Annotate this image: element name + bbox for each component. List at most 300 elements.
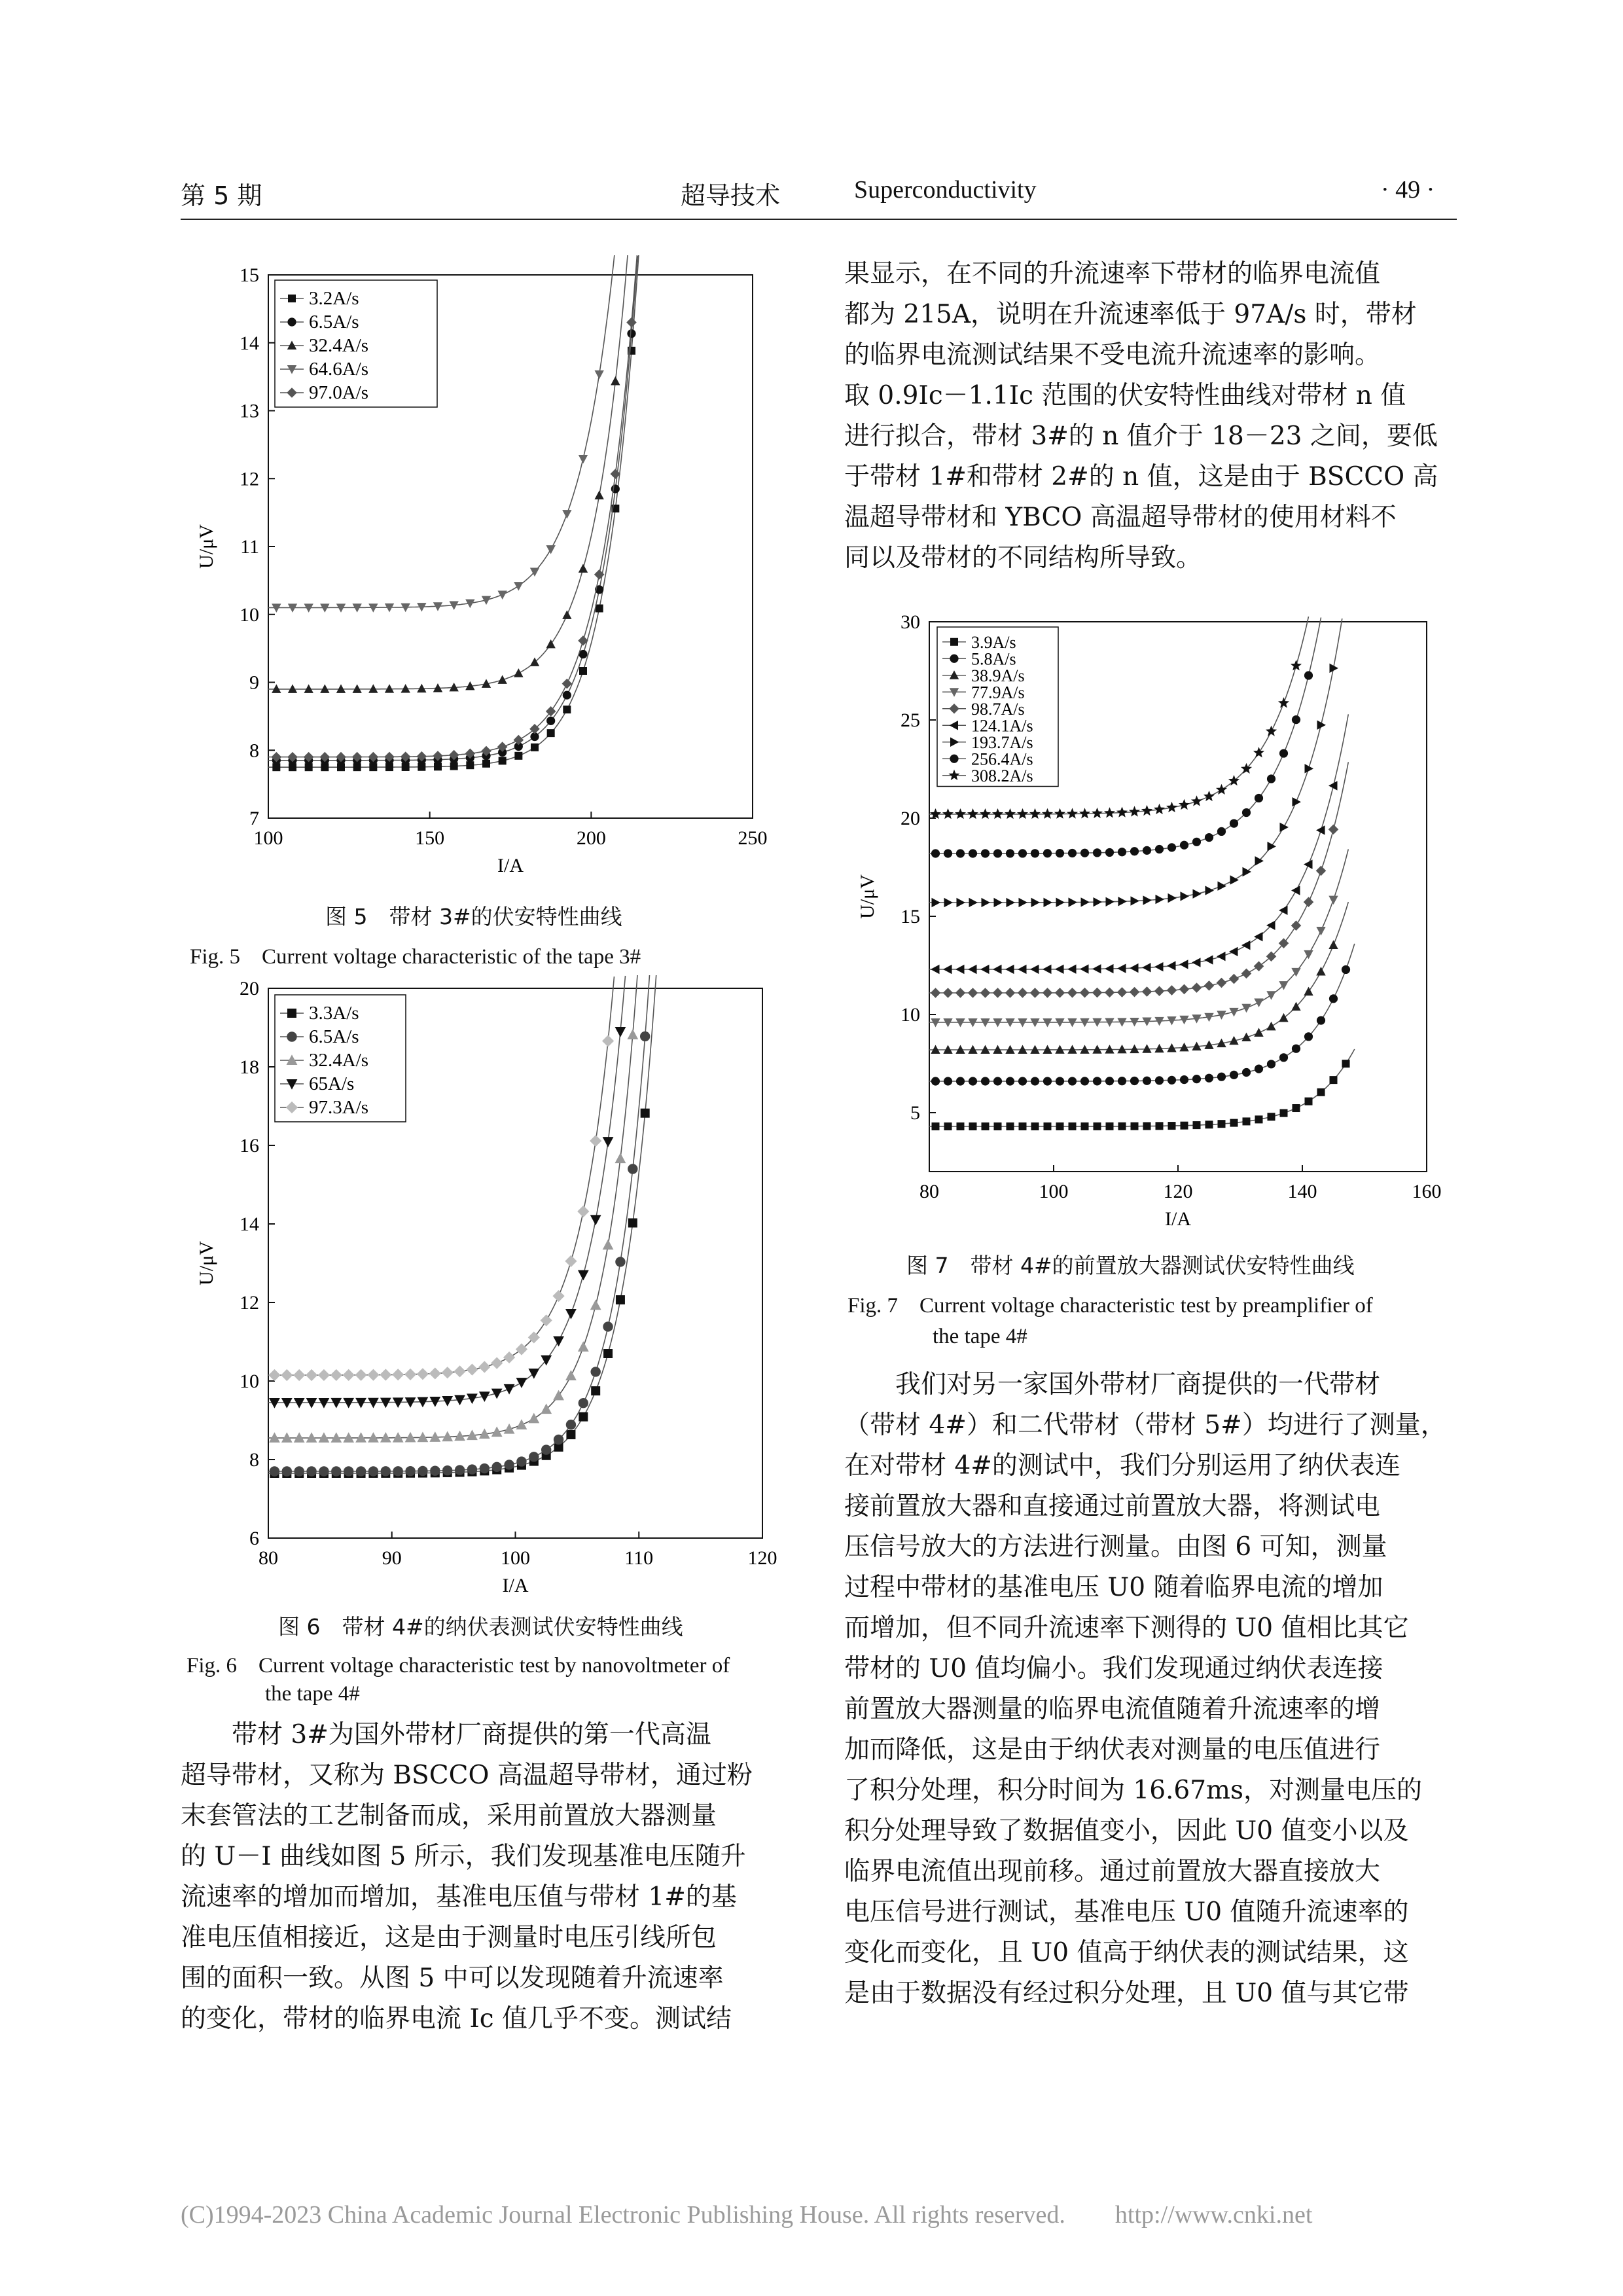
text-line: 而增加，但不同升流速率下测得的 U0 值相比其它 <box>844 1613 1409 1643</box>
figure-5-caption-cn: 图 5 带材 3#的伏安特性曲线 <box>325 904 622 929</box>
marker-triangle-up <box>1279 1013 1288 1022</box>
marker-star <box>1166 802 1177 812</box>
marker-triangle-right <box>994 898 1003 907</box>
marker-circle <box>393 1466 402 1476</box>
text-line: 临界电流值出现前移。通过前置放大器直接放大 <box>844 1857 1381 1886</box>
marker-star <box>1104 807 1115 817</box>
marker-square <box>591 1386 600 1395</box>
marker-triangle-right <box>944 898 954 907</box>
marker-circle <box>1031 849 1039 857</box>
marker-circle <box>294 1466 304 1476</box>
marker-diamond <box>552 1290 564 1302</box>
series-line <box>929 902 1348 1050</box>
marker-circle <box>546 717 555 725</box>
x-tick-label: 80 <box>259 1547 278 1569</box>
marker-star <box>1216 784 1227 795</box>
marker-triangle-left <box>943 965 952 974</box>
marker-triangle-right <box>1193 889 1202 898</box>
marker-circle <box>1217 1073 1226 1081</box>
marker-diamond <box>1080 988 1090 998</box>
marker-triangle-up <box>516 1419 527 1429</box>
text-line: 围的面积一致。从图 5 中可以发现随着升流速率 <box>181 1964 724 1993</box>
x-tick-label: 100 <box>501 1547 530 1569</box>
right-paragraph-bottom <box>844 1365 1453 2014</box>
marker-square <box>563 706 571 713</box>
marker-circle <box>1143 1077 1151 1085</box>
marker-square <box>1317 1088 1325 1096</box>
marker-triangle-down <box>355 1398 366 1408</box>
y-tick-label: 10 <box>240 1371 259 1392</box>
marker-triangle-down <box>319 1398 330 1408</box>
marker-triangle-up <box>497 675 507 684</box>
marker-square <box>1143 1122 1151 1130</box>
marker-triangle-left <box>1018 965 1027 974</box>
marker-triangle-right <box>969 898 978 907</box>
marker-diamond <box>931 988 941 998</box>
marker-triangle-up <box>603 1240 614 1250</box>
marker-triangle-right <box>1106 897 1115 906</box>
legend-label: 77.9A/s <box>971 683 1025 702</box>
text-line: 加而降低，这是由于纳伏表对测量的电压值进行 <box>844 1735 1381 1765</box>
marker-circle <box>969 1077 977 1085</box>
marker-square <box>1293 1104 1300 1112</box>
legend-label: 193.7A/s <box>971 732 1033 752</box>
marker-circle <box>1279 1053 1288 1062</box>
marker-triangle-up <box>368 1432 379 1443</box>
text-line: 了积分处理，积分时间为 16.67ms，对测量电压的 <box>844 1776 1423 1805</box>
marker-square <box>1019 1122 1027 1130</box>
figure-5-chart <box>177 255 792 884</box>
marker-triangle-down <box>1304 950 1313 960</box>
marker-circle <box>1292 1045 1300 1053</box>
text-line: 的临界电流测试结果不受电流升流速率的影响。 <box>844 340 1381 370</box>
marker-square <box>1168 1122 1176 1130</box>
marker-circle <box>1018 849 1027 857</box>
marker-diamond <box>1130 987 1140 997</box>
marker-triangle-down <box>294 1398 305 1408</box>
marker-diamond <box>514 735 524 745</box>
marker-square <box>1069 1122 1077 1130</box>
marker-square <box>499 757 507 764</box>
marker-circle <box>287 1031 296 1041</box>
marker-star <box>1116 807 1128 817</box>
marker-triangle-up <box>306 1432 317 1443</box>
marker-diamond <box>1192 982 1202 993</box>
marker-diamond <box>429 1367 441 1379</box>
marker-diamond <box>478 1361 490 1372</box>
marker-circle <box>1304 1032 1313 1041</box>
marker-circle <box>344 1466 353 1476</box>
marker-square <box>1094 1122 1101 1130</box>
plot-area <box>196 975 777 1596</box>
marker-circle <box>1242 1068 1251 1077</box>
marker-circle <box>368 1466 378 1476</box>
marker-triangle-right <box>957 898 966 907</box>
marker-diamond <box>281 1369 293 1381</box>
marker-circle <box>418 1466 427 1476</box>
marker-circle <box>579 1398 588 1408</box>
marker-triangle-right <box>1205 886 1215 895</box>
marker-diamond <box>1142 986 1152 997</box>
figure-7-caption-en-cont: the tape 4# <box>933 1325 1027 1348</box>
marker-square <box>1280 1109 1288 1117</box>
y-tick-label: 20 <box>901 808 920 829</box>
marker-diamond <box>1316 866 1327 876</box>
marker-star <box>1253 747 1264 757</box>
marker-circle <box>405 1466 415 1476</box>
x-tick-label: 100 <box>1039 1181 1069 1202</box>
marker-triangle-left <box>1241 941 1251 950</box>
marker-star <box>1054 808 1065 819</box>
marker-square <box>1118 1122 1126 1130</box>
marker-triangle-down <box>497 590 507 600</box>
marker-circle <box>1143 846 1151 855</box>
marker-triangle-right <box>1094 897 1103 906</box>
marker-diamond <box>602 1035 614 1047</box>
marker-square <box>1031 1122 1039 1130</box>
journal-title-cn: 超导技术 <box>681 181 781 210</box>
text-line: （带材 4#）和二代带材（带材 5#）均进行了测量， <box>844 1410 1446 1440</box>
y-tick-label: 6 <box>249 1528 259 1549</box>
marker-circle <box>1043 1077 1052 1085</box>
marker-circle <box>1018 1077 1027 1085</box>
marker-circle <box>1267 774 1275 783</box>
marker-circle <box>282 1466 292 1476</box>
marker-triangle-up <box>528 1413 539 1424</box>
marker-diamond <box>955 988 966 998</box>
marker-circle <box>1093 848 1101 857</box>
marker-star <box>1266 726 1277 736</box>
legend-label: 97.0A/s <box>309 382 369 403</box>
marker-circle <box>1242 808 1251 817</box>
x-axis-label: I/A <box>502 1575 529 1596</box>
x-tick-label: 150 <box>415 827 445 849</box>
marker-triangle-up <box>565 1370 577 1380</box>
marker-diamond <box>1291 920 1302 931</box>
marker-diamond <box>355 1369 366 1381</box>
marker-circle <box>563 691 571 700</box>
marker-square <box>579 1412 588 1422</box>
marker-circle <box>529 1452 539 1462</box>
marker-triangle-left <box>1030 965 1039 974</box>
x-tick-label: 120 <box>1163 1181 1193 1202</box>
y-tick-label: 15 <box>901 906 920 927</box>
marker-diamond <box>1167 985 1177 996</box>
marker-diamond <box>293 1369 305 1381</box>
marker-circle <box>491 1462 501 1472</box>
marker-circle <box>1080 849 1089 857</box>
marker-diamond <box>1204 980 1215 991</box>
marker-diamond <box>466 1363 478 1375</box>
marker-square <box>1255 1115 1263 1123</box>
marker-triangle-up <box>590 1299 601 1310</box>
x-tick-label: 160 <box>1412 1181 1442 1202</box>
x-tick-label: 110 <box>624 1547 654 1569</box>
marker-square <box>932 1122 940 1130</box>
figure-6-caption-en: Fig. 6 Current voltage characteristic test by nanovoltmeter of <box>187 1654 730 1677</box>
marker-circle <box>1267 1060 1275 1068</box>
marker-square <box>1007 1122 1014 1130</box>
marker-circle <box>356 1466 366 1476</box>
marker-star <box>1042 808 1053 819</box>
marker-square <box>1230 1119 1238 1127</box>
marker-square <box>628 1218 637 1227</box>
page-number: · 49 · <box>1381 176 1435 204</box>
marker-diamond <box>980 988 991 998</box>
marker-diamond <box>343 1369 355 1381</box>
marker-circle <box>944 1077 952 1085</box>
marker-square <box>1305 1098 1313 1105</box>
marker-triangle-right <box>1031 898 1041 907</box>
marker-star <box>955 808 966 819</box>
text-line: 过程中带材的基准电压 U0 随着临界电流的增加 <box>844 1573 1383 1602</box>
y-tick-label: 12 <box>240 1292 259 1314</box>
marker-square <box>514 752 522 760</box>
marker-diamond <box>1229 974 1240 984</box>
marker-circle <box>1068 849 1077 857</box>
marker-triangle-down <box>1266 991 1275 1000</box>
right-paragraph-top <box>844 254 1453 579</box>
marker-diamond <box>318 1369 330 1381</box>
marker-diamond <box>1254 961 1264 971</box>
y-tick-label: 10 <box>240 603 259 626</box>
marker-triangle-left <box>1105 964 1114 973</box>
marker-square <box>450 762 458 770</box>
marker-diamond <box>1030 988 1041 998</box>
text-line: 流速率的增加而增加，基准电压值与带材 1#的基 <box>181 1882 737 1912</box>
marker-star <box>942 808 954 819</box>
text-line: 的 U－I 曲线如图 5 所示，我们发现基准电压随升 <box>181 1842 746 1871</box>
marker-diamond <box>491 1357 503 1369</box>
left-paragraph <box>181 1715 789 2039</box>
marker-star <box>1005 808 1016 819</box>
marker-triangle-left <box>1043 965 1052 974</box>
legend-label: 38.9A/s <box>971 666 1025 685</box>
text-line: 取 0.9Ic－1.1Ic 范围的伏安特性曲线对带材 n 值 <box>844 381 1406 410</box>
marker-star <box>1029 808 1041 819</box>
marker-triangle-up <box>562 610 571 619</box>
legend-label: 65A/s <box>309 1073 355 1094</box>
marker-square <box>1218 1120 1226 1128</box>
marker-triangle-up <box>380 1432 391 1443</box>
marker-triangle-down <box>546 545 555 554</box>
text-line: 都为 215A，说明在升流速率低于 97A/s 时，带材 <box>844 300 1417 329</box>
plot-area <box>196 255 768 876</box>
marker-triangle-up <box>514 668 523 677</box>
marker-triangle-up <box>1304 987 1313 996</box>
marker-circle <box>950 755 958 763</box>
marker-triangle-down <box>281 1398 293 1408</box>
marker-triangle-left <box>968 965 977 974</box>
marker-square <box>969 1122 977 1130</box>
legend-label: 64.6A/s <box>309 359 369 380</box>
marker-triangle-right <box>1019 898 1028 907</box>
marker-circle <box>1155 1076 1164 1085</box>
marker-triangle-down <box>562 510 571 519</box>
y-axis-label: U/μV <box>857 874 878 919</box>
marker-diamond <box>1018 988 1028 998</box>
figure-6-chart <box>177 975 792 1604</box>
legend-label: 256.4A/s <box>971 749 1033 769</box>
marker-diamond <box>392 1369 404 1380</box>
marker-diamond <box>306 1369 317 1381</box>
marker-circle <box>969 849 977 857</box>
marker-circle <box>640 1031 650 1041</box>
legend-label: 6.5A/s <box>309 312 359 332</box>
marker-triangle-right <box>1044 898 1053 907</box>
marker-triangle-up <box>578 1341 589 1352</box>
marker-triangle-down <box>516 1378 527 1388</box>
marker-diamond <box>1055 988 1065 998</box>
issue-number: 第 5 期 <box>181 181 262 210</box>
marker-diamond <box>578 636 588 646</box>
marker-circle <box>270 1466 279 1476</box>
marker-circle <box>627 329 635 338</box>
marker-triangle-left <box>1167 961 1176 970</box>
marker-triangle-down <box>306 1398 317 1408</box>
marker-diamond <box>1329 824 1339 834</box>
marker-circle <box>993 1077 1002 1085</box>
marker-star <box>1079 808 1090 818</box>
marker-square <box>1342 1060 1350 1067</box>
marker-triangle-left <box>1130 963 1139 973</box>
series-98.7A/s <box>929 762 1348 997</box>
marker-circle <box>1118 848 1126 856</box>
marker-square <box>596 605 603 613</box>
marker-square <box>944 1122 952 1130</box>
marker-circle <box>1006 849 1014 857</box>
marker-triangle-left <box>1080 964 1089 973</box>
marker-square <box>957 1122 965 1130</box>
text-line: 于带材 1#和带材 2#的 n 值，这是由于 BSCCO 高 <box>844 462 1438 492</box>
marker-triangle-down <box>579 455 588 464</box>
legend-label: 5.8A/s <box>971 649 1016 669</box>
marker-triangle-left <box>1067 964 1077 973</box>
marker-diamond <box>943 988 954 998</box>
marker-triangle-up <box>594 490 603 499</box>
text-line: 我们对另一家国外带材厂商提供的一代带材 <box>895 1370 1381 1399</box>
y-tick-label: 9 <box>249 672 259 694</box>
marker-triangle-up <box>281 1432 293 1443</box>
series-3.9A/s <box>929 1049 1355 1130</box>
marker-circle <box>981 849 990 857</box>
marker-circle <box>554 1435 563 1444</box>
marker-diamond <box>1092 988 1103 998</box>
marker-triangle-left <box>1291 886 1300 895</box>
text-line: 接前置放大器和直接通过前置放大器，将测试电 <box>844 1492 1381 1521</box>
marker-diamond <box>577 1206 589 1217</box>
marker-diamond <box>1043 988 1053 998</box>
marker-circle <box>1130 847 1139 855</box>
marker-square <box>531 744 539 751</box>
y-tick-label: 8 <box>249 1449 259 1471</box>
marker-star <box>1129 806 1140 816</box>
marker-circle <box>603 1321 613 1331</box>
marker-circle <box>1006 1077 1014 1085</box>
marker-triangle-right <box>1230 875 1240 884</box>
text-line: 压信号放大的方法进行测量。由图 6 可知，测量 <box>844 1532 1387 1562</box>
marker-square <box>547 729 555 737</box>
marker-diamond <box>1217 978 1227 988</box>
marker-circle <box>1317 1016 1325 1024</box>
marker-triangle-right <box>1156 895 1165 904</box>
y-tick-label: 15 <box>240 264 259 286</box>
marker-triangle-left <box>993 965 1002 974</box>
marker-square <box>466 761 474 769</box>
marker-diamond <box>1179 984 1190 995</box>
marker-circle <box>931 849 940 857</box>
marker-diamond <box>1154 986 1165 996</box>
marker-triangle-left <box>1092 964 1101 973</box>
legend-label: 32.4A/s <box>309 335 369 356</box>
marker-circle <box>628 1164 637 1174</box>
marker-circle <box>1342 965 1350 974</box>
marker-star <box>1067 808 1078 818</box>
marker-diamond <box>268 1369 280 1381</box>
marker-circle <box>1068 1077 1077 1085</box>
marker-circle <box>956 1077 965 1085</box>
marker-triangle-up <box>294 1432 305 1443</box>
marker-diamond <box>541 1314 552 1326</box>
legend-label: 3.9A/s <box>971 632 1016 652</box>
series-38.9A/s <box>929 902 1348 1054</box>
marker-diamond <box>503 1352 515 1363</box>
text-line: 是由于数据没有经过积分处理，且 U0 值与其它带 <box>844 1979 1409 2008</box>
marker-triangle-up <box>546 639 555 649</box>
figure-7-chart <box>844 599 1459 1247</box>
text-line: 的变化，带材的临界电流 Ic 值几乎不变。测试结 <box>181 2004 732 2034</box>
marker-triangle-up <box>405 1432 416 1443</box>
marker-square <box>1193 1121 1201 1129</box>
marker-square <box>1156 1122 1164 1130</box>
marker-triangle-down <box>368 1398 379 1408</box>
marker-triangle-down <box>330 1398 342 1408</box>
marker-circle <box>1205 1074 1213 1083</box>
marker-square <box>1243 1117 1251 1125</box>
x-tick-label: 120 <box>747 1547 777 1569</box>
marker-circle <box>993 849 1002 857</box>
marker-circle <box>1292 715 1300 724</box>
marker-diamond <box>1067 988 1078 998</box>
marker-circle <box>1279 749 1288 757</box>
marker-circle <box>1155 845 1164 853</box>
marker-triangle-left <box>1142 963 1151 972</box>
marker-triangle-up <box>1329 940 1338 949</box>
marker-triangle-left <box>1229 947 1238 956</box>
marker-circle <box>1180 841 1188 850</box>
legend <box>937 627 1058 787</box>
y-tick-label: 10 <box>901 1004 920 1026</box>
marker-square <box>1044 1122 1052 1130</box>
marker-circle <box>319 1466 329 1476</box>
marker-circle <box>1043 849 1052 857</box>
marker-triangle-up <box>627 1029 638 1039</box>
marker-triangle-down <box>528 1369 539 1379</box>
text-line: 准电压值相接近，这是由于测量时电压引线所包 <box>181 1923 717 1952</box>
text-line: 变化而变化，且 U0 值高于纳伏表的测试结果，这 <box>844 1938 1409 1967</box>
marker-square <box>287 1009 296 1018</box>
journal-title-en: Superconductivity <box>854 176 1037 204</box>
series-line <box>929 762 1348 993</box>
marker-square <box>982 1122 990 1130</box>
series-line <box>929 1049 1355 1126</box>
marker-triangle-up <box>504 1424 515 1434</box>
marker-triangle-down <box>1241 1004 1251 1013</box>
marker-circle <box>1168 1076 1176 1085</box>
marker-circle <box>467 1464 477 1474</box>
marker-circle <box>981 1077 990 1085</box>
marker-diamond <box>1304 897 1314 907</box>
